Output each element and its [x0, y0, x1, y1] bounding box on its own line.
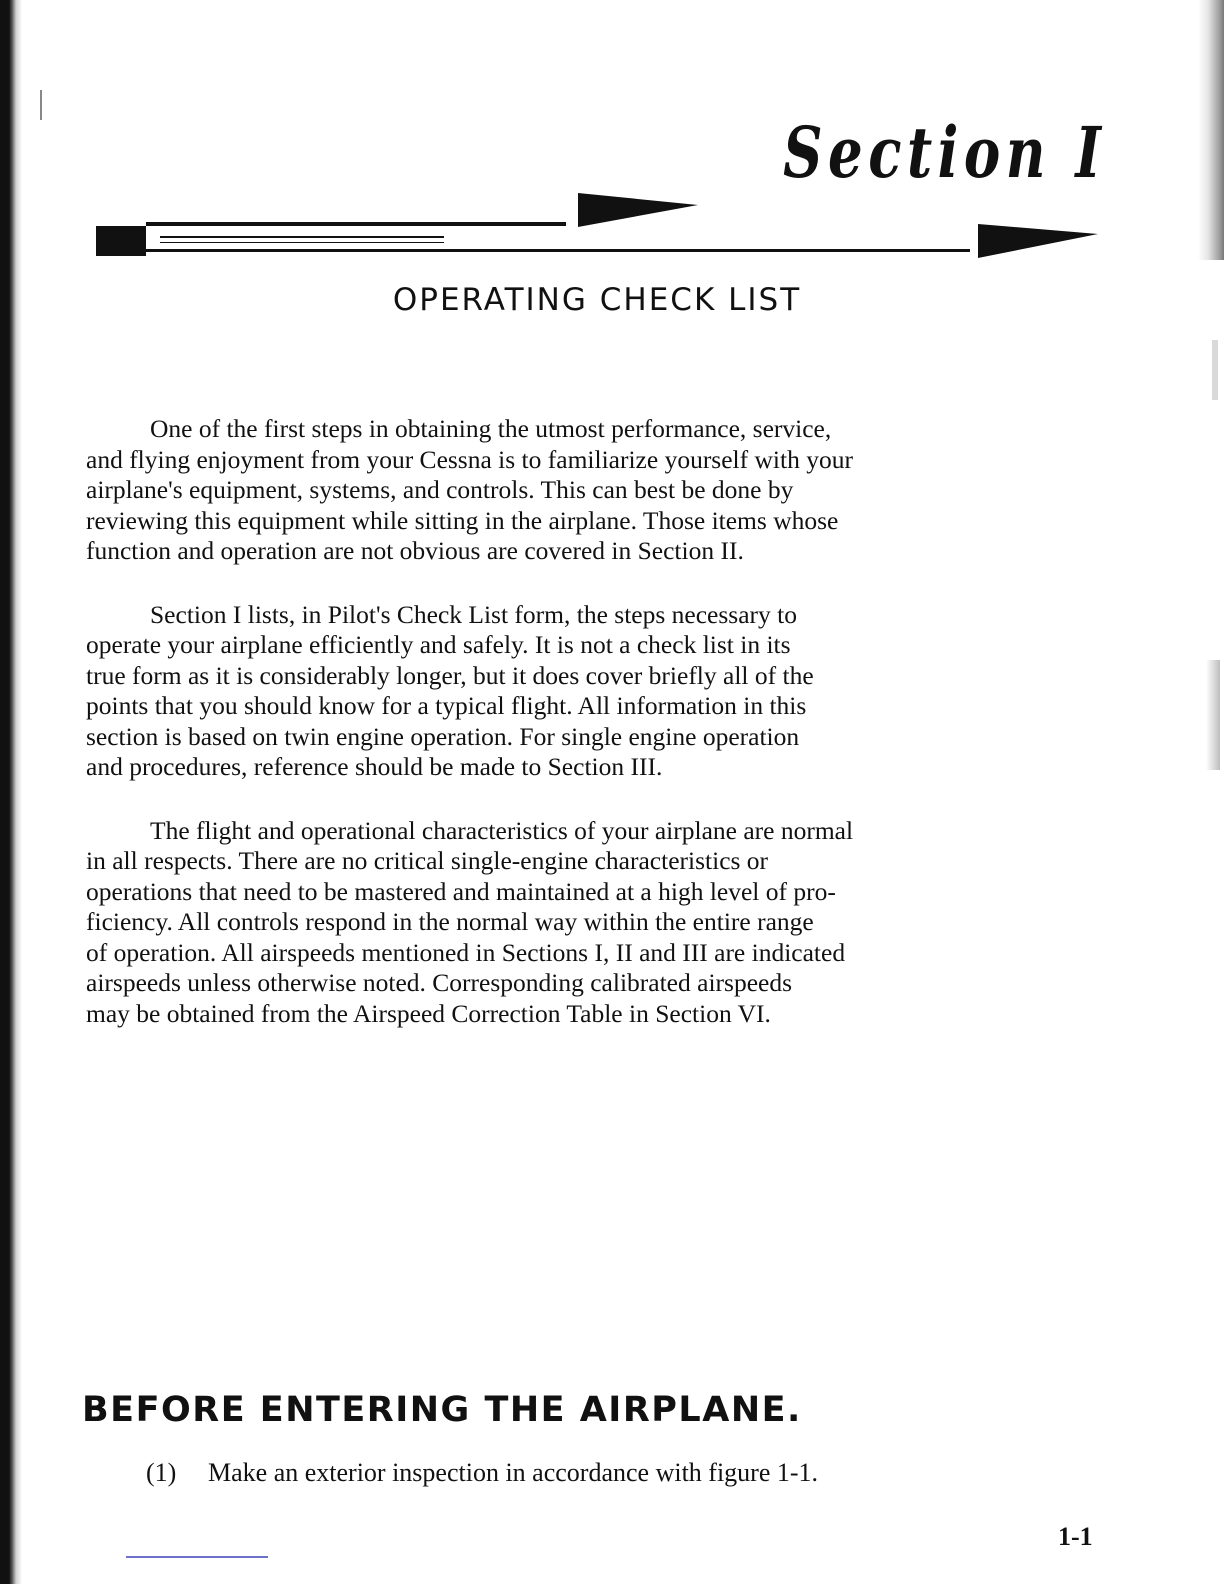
arrow-bottom-icon	[978, 224, 1098, 258]
text-line: reviewing this equipment while sitting in the airplane. Those items whose	[86, 505, 839, 535]
section-title: Section I	[782, 111, 1106, 194]
paragraph	[86, 414, 1120, 567]
paragraph	[86, 816, 1120, 1030]
page-binding-edge	[0, 0, 22, 1584]
page-edge-mark	[1212, 340, 1218, 400]
step-number: (1)	[146, 1458, 177, 1487]
binding-mark	[40, 90, 42, 120]
section-heading: BEFORE ENTERING THE AIRPLANE.	[82, 1390, 802, 1430]
checklist-step	[146, 1458, 818, 1488]
page-subtitle: OPERATING CHECK LIST	[392, 282, 802, 318]
page-number: 1-1	[1058, 1522, 1093, 1551]
text-line: operate your airplane efficiently and safely. It is not a check list in its	[86, 630, 791, 659]
page-edge-shadow-lower	[1206, 660, 1220, 770]
text-line: section is based on twin engine operation. For single engine operation	[86, 721, 800, 751]
text-line: and procedures, reference should be made to Section III.	[86, 752, 663, 781]
text-line: airplane's equipment, systems, and controls. This can best be done by	[86, 475, 794, 504]
rule-top-line	[146, 222, 566, 226]
page-edge-shadow	[1198, 0, 1224, 260]
text-line: function and operation are not obvious are covered in Section II.	[86, 536, 744, 565]
text-line: The flight and operational characteristics of your airplane are normal	[150, 815, 854, 845]
text-line: Section I lists, in Pilot's Check List form, the steps necessary to	[150, 599, 797, 629]
paragraph	[86, 600, 1120, 783]
rule-bottom-line	[146, 249, 970, 252]
text-line: operations that need to be mastered and maintained at a high level of pro-	[86, 876, 836, 906]
rule-inner-line	[160, 242, 444, 243]
rule-inner-line	[160, 236, 444, 238]
text-line: ficiency. All controls respond in the normal way within the entire range	[86, 907, 814, 936]
step-text: Make an exterior inspection in accordance with figure 1-1.	[208, 1458, 819, 1487]
text-line: points that you should know for a typical flight. All information in this	[86, 691, 807, 720]
text-line: may be obtained from the Airspeed Correction Table in Section VI.	[86, 998, 771, 1028]
text-line: airspeeds unless otherwise noted. Corresponding calibrated airspeeds	[86, 968, 793, 997]
text-line: of operation. All airspeeds mentioned in Sections I, II and III are indicated	[86, 937, 846, 967]
text-line: One of the first steps in obtaining the utmost performance, service,	[150, 414, 832, 443]
text-line: in all respects. There are no critical single-engine characteristics or	[86, 846, 769, 875]
text-line: true form as it is considerably longer, but it does cover briefly all of the	[86, 660, 814, 690]
rule-block	[96, 226, 146, 256]
text-line: and flying enjoyment from your Cessna is to familiarize yourself with your	[86, 444, 853, 474]
arrow-top-icon	[578, 193, 698, 227]
footer-rule	[126, 1556, 268, 1558]
body-text	[86, 414, 1120, 1062]
